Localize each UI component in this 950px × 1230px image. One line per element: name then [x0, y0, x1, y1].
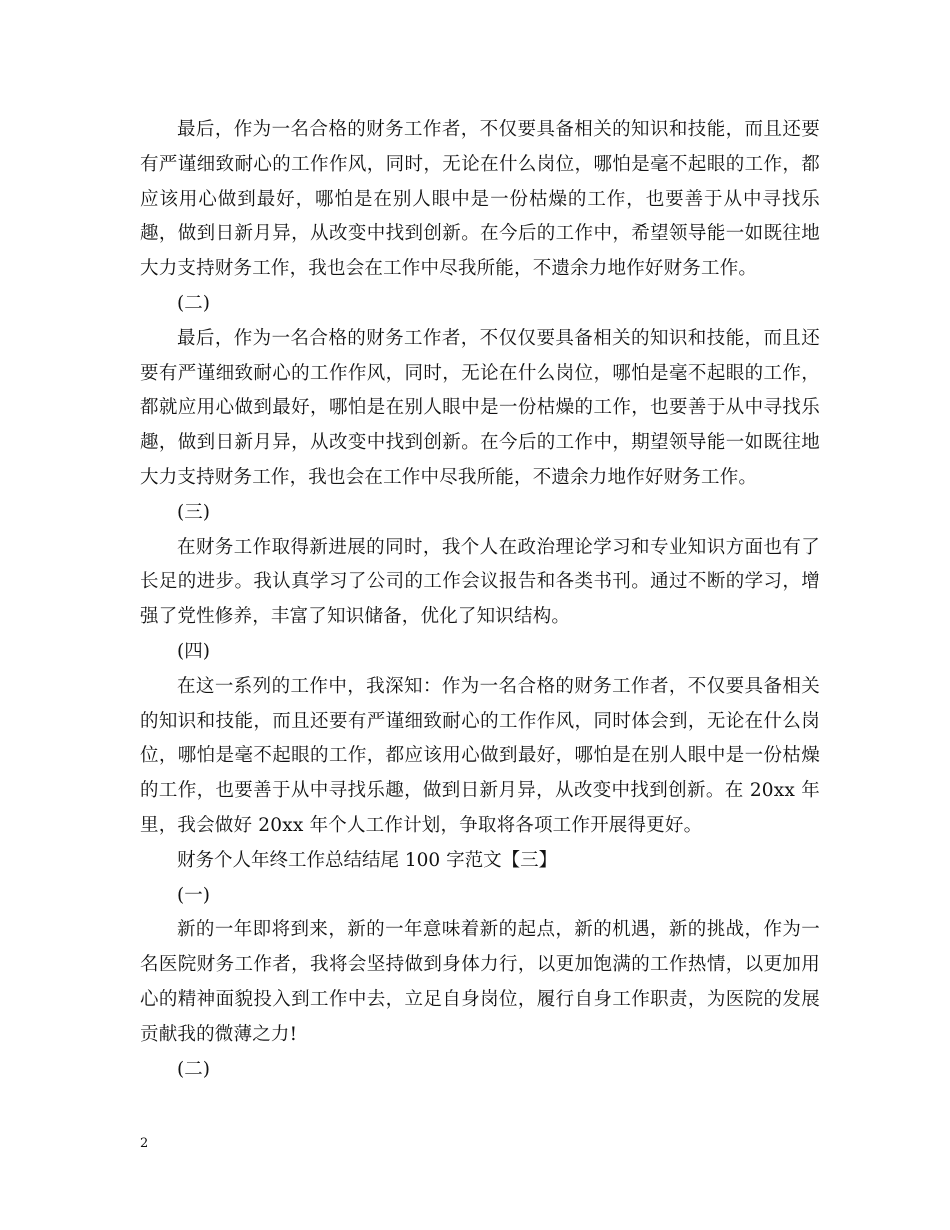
paragraph-new-year: 新的一年即将到来，新的一年意味着新的起点，新的机遇，新的挑战，作为一名医院财务工作者，我将会坚持做到身体力行，以更加饱满的工作热情，以更加用心的精神面貌投入到工作中去，立足自身岗位，履行自身工作职责，为医院的发展贡献我的微薄之力! — [140, 919, 820, 1045]
paragraph-closing-2: 最后，作为一名合格的财务工作者，不仅仅要具备相关的知识和技能，而且还要有严谨细致耐心的工作作风，同时，无论在什么岗位，哪怕是毫不起眼的工作，都就应用心做到最好，哪怕是在别人眼中是一份枯燥的工作，也要善于从中寻找乐趣，做到日新月异，从改变中找到创新。在今后的工作中，期望领导能一如既往地大力支持财务工作，我也会在工作中尽我所能，不遗余力地作好财务工作。 — [140, 327, 820, 488]
paragraph-study: 在财务工作取得新进展的同时，我个人在政治理论学习和专业知识方面也有了长足的进步。我认真学习了公司的工作会议报告和各类书刊。通过不断的学习，增强了党性修养，丰富了知识储备，优化了知识结构。 — [140, 536, 820, 628]
paragraph-reflection: 在这一系列的工作中，我深知：作为一名合格的财务工作者，不仅要具备相关的知识和技能，而且还要有严谨细致耐心的工作作风，同时体会到，无论在什么岗位，哪怕是毫不起眼的工作，都应该用心做到最好，哪怕是在别人眼中是一份枯燥的工作，也要善于从中寻找乐趣，做到日新月异，从改变中找到创新。在 20xx 年里，我会做好 20xx 年个人工作计划，争取将各项工作开展得更好。 — [140, 675, 820, 836]
section-marker-1: (一) — [177, 884, 210, 906]
paragraph-closing-1: 最后，作为一名合格的财务工作者，不仅要具备相关的知识和技能，而且还要有严谨细致耐心的工作作风，同时，无论在什么岗位，哪怕是毫不起眼的工作，都应该用心做到最好，哪怕是在别人眼中是一份枯燥的工作，也要善于从中寻找乐趣，做到日新月异，从改变中找到创新。在今后的工作中，希望领导能一如既往地大力支持财务工作，我也会在工作中尽我所能，不遗余力地作好财务工作。 — [140, 119, 820, 280]
section-marker-3: (三) — [177, 501, 210, 523]
section-marker-2b: (二) — [177, 1058, 210, 1080]
document-body — [140, 113, 820, 1087]
section-heading: 财务个人年终工作总结结尾 100 字范文【三】 — [177, 849, 558, 871]
section-marker-2: (二) — [177, 292, 210, 314]
page-number: 2 — [140, 1136, 149, 1151]
section-marker-4: (四) — [177, 640, 210, 662]
